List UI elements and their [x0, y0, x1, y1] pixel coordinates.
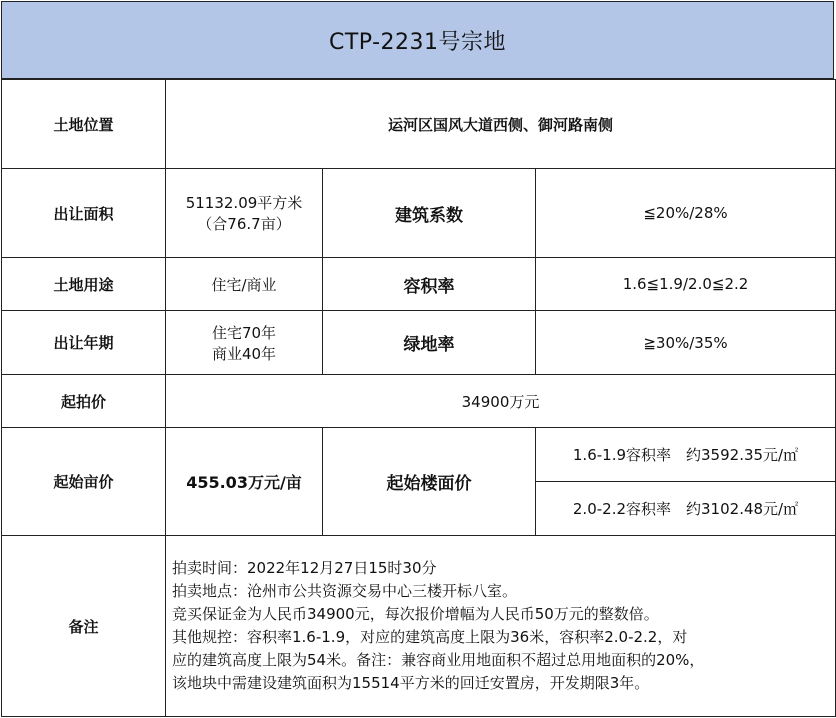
usage-label: 土地用途: [2, 258, 166, 311]
term-label: 出让年期: [2, 311, 166, 375]
notes-line-regulation-1: 其他规控：容积率1.6-1.9，对应的建筑高度上限为36米，容积率2.0-2.2，对: [172, 628, 688, 646]
coef-value: ≦20%/28%: [536, 169, 836, 258]
start-price-value: 34900万元: [166, 375, 836, 428]
term-commercial: 商业40年: [211, 344, 277, 363]
notes-line-auction-time: 拍卖时间：2022年12月27日15时30分: [172, 559, 437, 577]
location-value: 运河区国风大道西侧、御河路南侧: [166, 80, 836, 169]
row-location: [2, 80, 836, 169]
green-label: 绿地率: [323, 311, 536, 375]
green-value: ≧30%/35%: [536, 311, 836, 375]
parcel-title: CTP-2231号宗地: [1, 1, 834, 79]
floor-price-label: 起始楼面价: [323, 428, 536, 536]
mu-price-value: 455.03万元/亩: [166, 428, 323, 536]
mu-price-label: 起始亩价: [2, 428, 166, 536]
notes-line-auction-place: 拍卖地点：沧州市公共资源交易中心三楼开标八室。: [172, 582, 518, 600]
floor-price-line-2: 2.0-2.2容积率 约3102.48元/㎡: [536, 482, 836, 536]
row-area: [2, 169, 836, 258]
notes-line-deposit: 竞买保证金为人民币34900元，每次报价增幅为人民币50万元的整数倍。: [172, 605, 659, 623]
parcel-info-table: [1, 79, 836, 717]
row-start-price: [2, 375, 836, 428]
area-value: [166, 169, 323, 258]
location-label: 土地位置: [2, 80, 166, 169]
row-usage: [2, 258, 836, 311]
area-value-mu: （合76.7亩）: [197, 215, 291, 233]
row-term: [2, 311, 836, 375]
term-residential: 住宅70年: [211, 323, 277, 342]
row-notes: [2, 536, 836, 717]
usage-value: 住宅/商业: [166, 258, 323, 311]
area-label: 出让面积: [2, 169, 166, 258]
floor-price-line-1: 1.6-1.9容积率 约3592.35元/㎡: [536, 428, 836, 482]
notes-line-regulation-2: 应的建筑高度上限为54米。备注：兼容商业用地面积不超过总用地面积的20%，: [172, 651, 705, 669]
notes-label: 备注: [2, 536, 166, 717]
notes-content: [166, 536, 836, 717]
row-mu-price: [2, 428, 836, 482]
far-label: 容积率: [323, 258, 536, 311]
start-price-label: 起拍价: [2, 375, 166, 428]
term-value: [166, 311, 323, 375]
area-value-sqm: 51132.09平方米: [185, 194, 303, 212]
far-value: 1.6≦1.9/2.0≦2.2: [536, 258, 836, 311]
notes-line-resettlement: 该地块中需建设建筑面积为15514平方米的回迁安置房，开发期限3年。: [172, 674, 650, 692]
coef-label: 建筑系数: [323, 169, 536, 258]
